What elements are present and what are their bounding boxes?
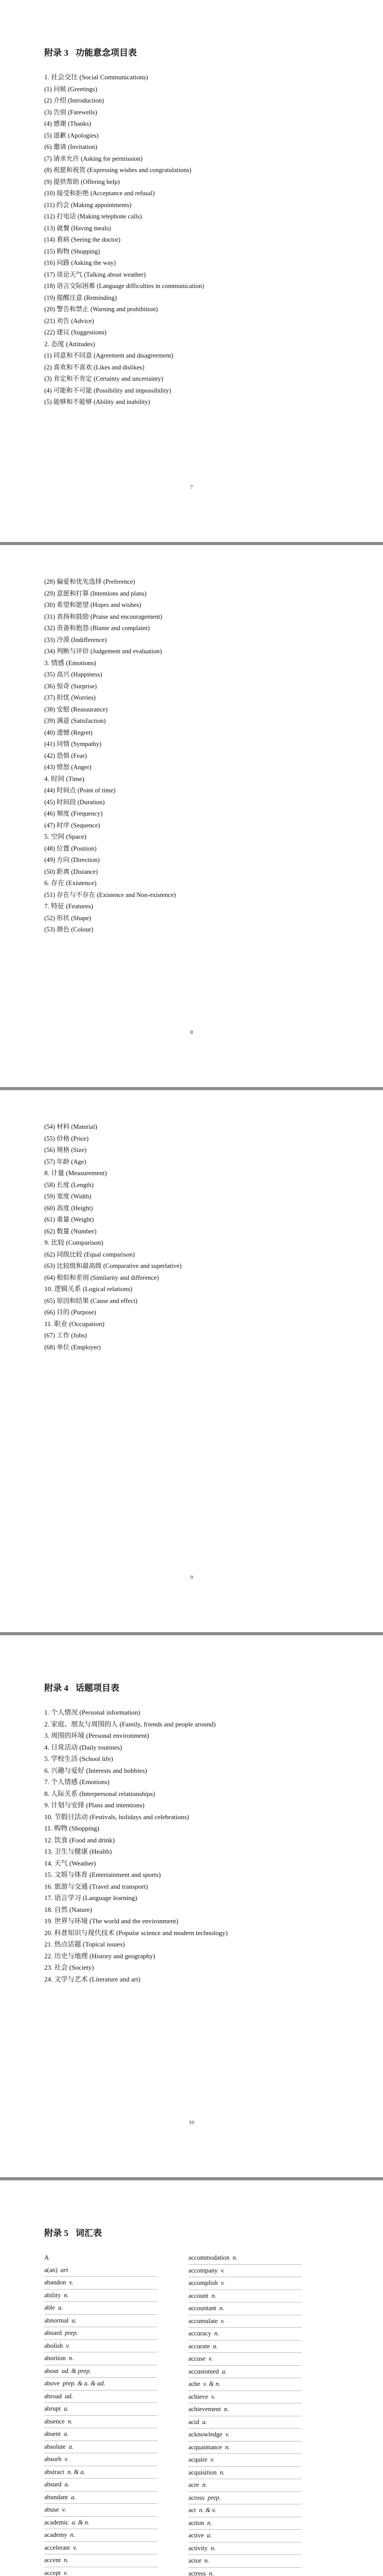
list-item: 4. 日常活动 (Daily routines)	[44, 1743, 122, 1751]
list-item: (3) 肯定和不肯定 (Certainty and uncertainty)	[44, 375, 164, 382]
vocabulary-entry	[188, 2403, 302, 2416]
list-item: 5. 空间 (Space)	[44, 833, 86, 840]
list-item: 18. 自然 (Nature)	[44, 1905, 92, 1913]
list-item: (4) 可能和不可能 (Possibility and impossibility)	[44, 386, 171, 394]
part-of-speech: n.	[219, 2304, 224, 2312]
list-item: (36) 惊奇 (Surprise)	[44, 682, 97, 690]
vocabulary-column-right	[188, 2252, 333, 2576]
vocabulary-word: activity	[188, 2544, 208, 2552]
part-of-speech: n.	[67, 2417, 73, 2425]
part-of-speech: v.	[211, 2393, 215, 2400]
list-item: (65) 原因和结果 (Cause and effect)	[44, 1297, 137, 1304]
page-number: 8	[190, 1029, 193, 1036]
list-item: (15) 购物 (Shopping)	[44, 247, 100, 255]
page-content	[44, 576, 352, 936]
vocabulary-entry	[188, 2454, 302, 2467]
list-item: 2. 态度 (Attitudes)	[44, 340, 95, 348]
list-item: (11) 约会 (Making appointments)	[44, 201, 132, 209]
vocabulary-entry	[188, 2555, 302, 2568]
vocabulary-entry	[188, 2341, 302, 2353]
function-list	[44, 576, 352, 936]
list-item: (58) 长度 (Length)	[44, 1181, 94, 1189]
list-item: 20. 科普知识与现代技术 (Popular science and modern technology)	[44, 1928, 228, 1937]
vocabulary-entry	[44, 2441, 158, 2454]
vocabulary-entry	[188, 2492, 302, 2505]
part-of-speech: n.	[202, 2481, 207, 2488]
vocabulary-word: account	[188, 2292, 208, 2299]
list-item: (48) 位置 (Position)	[44, 844, 97, 852]
vocabulary-word: above	[44, 2380, 60, 2387]
list-item: (64) 相似和差别 (Similarity and difference)	[44, 1274, 159, 1281]
list-item: (31) 表扬和鼓励 (Praise and encouragement)	[44, 613, 163, 620]
vocabulary-entry	[188, 2467, 302, 2480]
part-of-speech: n.	[225, 2443, 230, 2451]
list-item: 10. 节假日活动 (Festivals, holidays and celebrations)	[44, 1812, 189, 1821]
list-item: 8. 计量 (Measurement)	[44, 1169, 107, 1177]
list-item: (12) 打电话 (Making telephone calls)	[44, 213, 142, 220]
list-item: (61) 重量 (Weight)	[44, 1216, 94, 1223]
list-item: 24. 文学与艺术 (Literature and art)	[44, 1975, 141, 1983]
list-item: (66) 目的 (Purpose)	[44, 1309, 96, 1316]
part-of-speech: art	[60, 2266, 68, 2274]
list-item: (21) 劝告 (Advice)	[44, 317, 94, 325]
vocabulary-entry	[44, 2453, 158, 2466]
vocabulary-entry	[44, 2352, 158, 2365]
vocabulary-word: accept	[44, 2569, 61, 2576]
part-of-speech: v.	[73, 2544, 77, 2551]
list-item: (32) 责备和抱怨 (Blame and complaint)	[44, 624, 150, 632]
vocabulary-entry	[44, 2252, 158, 2264]
vocabulary-entry	[44, 2365, 158, 2378]
vocabulary-entry	[188, 2530, 302, 2543]
list-item: (5) 道歉 (Apologies)	[44, 131, 99, 139]
list-item: 7. 特征 (Features)	[44, 902, 93, 910]
list-item: (10) 接受和拒绝 (Acceptance and refusal)	[44, 190, 155, 197]
vocabulary-entry	[188, 2504, 302, 2517]
list-item: 6. 兴趣与爱好 (Interests and hobbies)	[44, 1766, 147, 1774]
vocabulary-word: abortion	[44, 2354, 66, 2362]
vocabulary-word: accumulate	[188, 2317, 218, 2325]
page-content	[44, 45, 352, 408]
list-item: 1. 个人情况 (Personal information)	[44, 1708, 141, 1716]
list-item: (46) 频度 (Frequency)	[44, 810, 103, 817]
page-content	[44, 1681, 352, 1985]
vocabulary-word: acknowledge	[188, 2431, 222, 2438]
vocabulary-entry	[188, 2328, 302, 2341]
list-item: (33) 冷漠 (Indifference)	[44, 636, 107, 643]
vocabulary-entry	[188, 2302, 302, 2315]
vocabulary-entry	[188, 2277, 302, 2290]
vocabulary-word: abstract	[44, 2468, 64, 2476]
list-item: 12. 饮食 (Food and drink)	[44, 1836, 115, 1844]
list-item: (19) 提醒注意 (Reminding)	[44, 294, 117, 301]
list-item: (38) 安慰 (Reassurance)	[44, 705, 108, 713]
vocabulary-word: accomplish	[188, 2279, 218, 2286]
list-item: 19. 世界与环境 (The world and the environment)	[44, 1917, 179, 1925]
list-item: 23. 社会 (Society)	[44, 1963, 94, 1971]
vocabulary-word: abroad	[44, 2392, 62, 2400]
document-page-3	[0, 1090, 383, 1632]
list-item: 1. 社会交往 (Social Communications)	[44, 73, 148, 81]
vocabulary-entry	[44, 2403, 158, 2416]
list-item: 16. 旅游与交通 (Travel and transport)	[44, 1882, 148, 1890]
list-item: (9) 提供帮助 (Offering help)	[44, 178, 120, 185]
vocabulary-word: accountant	[188, 2304, 217, 2312]
list-item: 14. 天气 (Weather)	[44, 1859, 96, 1867]
topic-list	[44, 1707, 352, 1985]
vocabulary-word: active	[188, 2532, 204, 2539]
vocabulary-entry	[188, 2290, 302, 2303]
vocabulary-word: accustomed	[188, 2367, 219, 2375]
function-list	[44, 1121, 352, 1353]
vocabulary-entry	[188, 2442, 302, 2454]
list-item: (53) 颜色 (Colour)	[44, 926, 94, 933]
list-item: (20) 警告和禁止 (Warning and prohibition)	[44, 306, 158, 313]
vocabulary-word: ability	[44, 2291, 61, 2299]
part-of-speech: n.	[207, 2519, 212, 2527]
list-item: (59) 宽度 (Width)	[44, 1193, 92, 1200]
part-of-speech: v.	[66, 2342, 70, 2349]
vocabulary-word: acquisition	[188, 2468, 217, 2476]
part-of-speech: v.	[220, 2266, 225, 2274]
part-of-speech: prep.	[207, 2494, 221, 2501]
part-of-speech: v.	[210, 2456, 215, 2463]
list-item: (1) 问候 (Greetings)	[44, 85, 97, 93]
list-item: (67) 工作 (Jobs)	[44, 1332, 87, 1339]
list-item: (30) 希望和愿望 (Hopes and wishes)	[44, 601, 142, 608]
appendix-number: 附录 5	[44, 2228, 68, 2238]
vocabulary-entry	[188, 2366, 302, 2379]
part-of-speech: n.	[63, 2556, 69, 2564]
list-item: (17) 谈论天气 (Talking about weather)	[44, 270, 146, 278]
vocabulary-entry	[44, 2479, 158, 2492]
vocabulary-entry	[188, 2315, 302, 2328]
vocabulary-word: accompany	[188, 2266, 218, 2274]
vocabulary-word: abrupt	[44, 2405, 61, 2412]
vocabulary-word: accurate	[188, 2342, 210, 2350]
vocabulary-entry	[44, 2542, 158, 2555]
list-item: 9. 计划与安排 (Plans and intentions)	[44, 1801, 145, 1809]
vocabulary-word: absolute	[44, 2443, 66, 2450]
vocabulary-word: abundant	[44, 2493, 68, 2501]
part-of-speech: v.	[64, 2455, 69, 2463]
list-item: 21. 热点话题 (Topical issues)	[44, 1940, 125, 1948]
part-of-speech: v.	[220, 2279, 225, 2286]
part-of-speech: n.	[209, 2569, 214, 2576]
vocabulary-word: A	[44, 2254, 49, 2261]
list-item: 15. 文娱与体育 (Entertainment and sports)	[44, 1871, 161, 1878]
document-page-1	[0, 0, 383, 542]
vocabulary-word: absorb	[44, 2455, 62, 2463]
document-page-2	[0, 545, 383, 1087]
vocabulary-list	[44, 2252, 188, 2576]
vocabulary-entry	[44, 2290, 158, 2302]
list-item: 4. 时间 (Time)	[44, 774, 84, 783]
list-item: 11. 职业 (Occupation)	[44, 1319, 105, 1328]
page-title	[44, 1681, 352, 1693]
list-item: (45) 时间段 (Duration)	[44, 798, 105, 806]
list-item: (4) 感谢 (Thanks)	[44, 120, 91, 127]
vocabulary-entry	[188, 2265, 302, 2278]
list-item: 3. 周围的环境 (Personal environment)	[44, 1732, 149, 1739]
part-of-speech: n.	[204, 2557, 210, 2564]
vocabulary-word: accelerate	[44, 2544, 70, 2551]
list-item: (22) 建议 (Suggestions)	[44, 329, 107, 336]
vocabulary-entry	[44, 2315, 158, 2328]
appendix-number: 附录 4	[44, 1683, 68, 1693]
part-of-speech: v. & n.	[203, 2380, 220, 2387]
list-item: (1) 同意和不同意 (Agreement and disagreement)	[44, 352, 173, 359]
list-item: (43) 愤怒 (Anger)	[44, 764, 92, 771]
list-item: (57) 年龄 (Age)	[44, 1158, 86, 1165]
vocabulary-entry	[44, 2416, 158, 2429]
list-item: (34) 判断与评价 (Judgement and evaluation)	[44, 648, 162, 655]
part-of-speech: n.	[68, 2354, 74, 2362]
list-item: (37) 担忧 (Worries)	[44, 694, 96, 701]
vocabulary-columns	[44, 2252, 352, 2576]
vocabulary-entry	[44, 2567, 158, 2576]
list-item: (42) 恐惧 (Fear)	[44, 752, 87, 759]
vocabulary-entry	[44, 2504, 158, 2517]
vocabulary-entry	[44, 2391, 158, 2403]
vocabulary-entry	[188, 2429, 302, 2442]
list-item: (3) 告别 (Farewells)	[44, 108, 97, 116]
page-content	[44, 2226, 352, 2576]
part-of-speech: a.	[213, 2342, 218, 2350]
list-item: 5. 学校生活 (School life)	[44, 1755, 113, 1762]
part-of-speech: ad.	[65, 2392, 73, 2400]
vocabulary-word: actress	[188, 2569, 206, 2576]
vocabulary-word: accuse	[188, 2355, 206, 2362]
vocabulary-entry	[188, 2543, 302, 2555]
vocabulary-entry	[44, 2517, 158, 2530]
part-of-speech: n.	[70, 2531, 75, 2538]
part-of-speech: a.	[202, 2418, 207, 2426]
list-item: (16) 问路 (Asking the way)	[44, 259, 116, 266]
list-item: (63) 比较级和最高级 (Comparative and superlative)	[44, 1262, 182, 1269]
part-of-speech: a.	[58, 2304, 63, 2311]
list-item: 11. 购物 (Shopping)	[44, 1824, 99, 1832]
vocabulary-entry	[188, 2252, 302, 2265]
part-of-speech: n.	[63, 2291, 69, 2299]
vocabulary-list	[188, 2252, 333, 2576]
list-item: 22. 历史与地理 (History and geography)	[44, 1952, 155, 1960]
part-of-speech: a.	[68, 2443, 74, 2450]
vocabulary-column-left	[44, 2252, 188, 2576]
list-item: 10. 逻辑关系 (Logical relations)	[44, 1285, 133, 1293]
vocabulary-entry	[188, 2517, 302, 2530]
list-item: (2) 介绍 (Introduction)	[44, 97, 104, 104]
vocabulary-word: acquaintance	[188, 2443, 222, 2451]
vocabulary-word: absence	[44, 2417, 65, 2425]
list-item: (56) 规格 (Size)	[44, 1146, 86, 1154]
list-item: 13. 卫生与健康 (Health)	[44, 1848, 112, 1855]
vocabulary-entry	[44, 2492, 158, 2504]
list-item: 7. 个人情感 (Emotions)	[44, 1778, 110, 1786]
vocabulary-word: aboard	[44, 2329, 62, 2336]
part-of-speech: a.	[63, 2405, 69, 2412]
page-content	[44, 1121, 352, 1353]
list-item: (47) 时序 (Sequence)	[44, 821, 100, 829]
part-of-speech: v.	[220, 2317, 225, 2325]
vocabulary-word: abolish	[44, 2342, 63, 2349]
part-of-speech: a.	[71, 2493, 76, 2501]
part-of-speech: v.	[225, 2431, 230, 2438]
vocabulary-entry	[188, 2353, 302, 2366]
appendix-title: 功能意念项目表	[75, 48, 137, 58]
vocabulary-word: absent	[44, 2430, 61, 2437]
part-of-speech: prep. & a. & ad.	[62, 2380, 106, 2387]
vocabulary-word: accommodation	[188, 2254, 230, 2261]
vocabulary-entry	[44, 2428, 158, 2441]
part-of-speech: ad. & prep.	[61, 2367, 91, 2375]
list-item: (49) 方向 (Direction)	[44, 856, 100, 863]
list-item: (40) 遗憾 (Regret)	[44, 728, 93, 736]
page-title	[44, 2226, 352, 2239]
part-of-speech: a.	[64, 2481, 69, 2488]
vocabulary-word: able	[44, 2304, 55, 2311]
part-of-speech: v.	[62, 2506, 66, 2513]
part-of-speech: n.	[232, 2254, 238, 2261]
list-item: (60) 高度 (Height)	[44, 1204, 93, 1212]
part-of-speech: v.	[69, 2279, 74, 2286]
part-of-speech: v.	[208, 2355, 213, 2362]
vocabulary-entry	[44, 2277, 158, 2290]
list-item: (29) 意愿和打算 (Intentions and plans)	[44, 589, 147, 597]
vocabulary-word: a(an)	[44, 2266, 58, 2274]
vocabulary-word: achievement	[188, 2405, 221, 2413]
part-of-speech: a.	[72, 2316, 77, 2324]
vocabulary-word: academic	[44, 2518, 69, 2526]
list-item: (13) 就餐 (Having meals)	[44, 224, 111, 232]
list-item: (28) 偏爱和优先选择 (Preference)	[44, 578, 135, 585]
vocabulary-word: actor	[188, 2557, 201, 2564]
part-of-speech: a. & n.	[72, 2518, 90, 2526]
vocabulary-entry	[44, 2302, 158, 2315]
list-item: (14) 看病 (Seeing the doctor)	[44, 236, 120, 243]
vocabulary-entry	[188, 2568, 302, 2576]
vocabulary-entry	[188, 2479, 302, 2492]
vocabulary-entry	[44, 2264, 158, 2277]
list-item: 2. 家庭、朋友与周围的人 (Family, friends and people around)	[44, 1720, 216, 1728]
vocabulary-word: accuracy	[188, 2330, 212, 2337]
vocabulary-entry	[44, 2340, 158, 2353]
vocabulary-word: acre	[188, 2481, 199, 2488]
list-item: 3. 情感 (Emotions)	[44, 658, 96, 667]
vocabulary-entry	[188, 2378, 302, 2391]
appendix-title: 词汇表	[75, 2228, 102, 2238]
list-item: (8) 祝愿和祝贺 (Expressing wishes and congratulations)	[44, 166, 192, 174]
vocabulary-word: absurd	[44, 2481, 62, 2488]
list-item: (39) 满意 (Satisfaction)	[44, 717, 106, 724]
vocabulary-word: acid	[188, 2418, 199, 2426]
document-page-5	[0, 2180, 383, 2576]
vocabulary-word: academy	[44, 2531, 67, 2538]
page-number: 10	[188, 2120, 195, 2126]
part-of-speech: n. & a.	[67, 2468, 85, 2476]
list-item: (51) 存在与不存在 (Existence and Non-existence)	[44, 891, 176, 899]
page-number: 9	[190, 1574, 193, 1581]
vocabulary-entry	[188, 2391, 302, 2404]
list-item: 9. 比较 (Comparison)	[44, 1239, 103, 1246]
vocabulary-word: action	[188, 2519, 204, 2527]
vocabulary-entry	[44, 2327, 158, 2340]
list-item: (44) 时间点 (Point of time)	[44, 787, 116, 794]
part-of-speech: n.	[224, 2405, 229, 2413]
list-item: 17. 语言学习 (Language learning)	[44, 1894, 137, 1902]
function-list	[44, 72, 352, 408]
vocabulary-word: about	[44, 2367, 59, 2375]
vocabulary-entry	[44, 2554, 158, 2567]
vocabulary-word: ache	[188, 2380, 200, 2387]
list-item: (62) 同级比较 (Equal comparison)	[44, 1250, 135, 1258]
vocabulary-word: act	[188, 2506, 196, 2514]
part-of-speech: v.	[63, 2569, 68, 2576]
list-item: (68) 单位 (Employer)	[44, 1343, 101, 1351]
list-item: 8. 人际关系 (Interpersonal relationships)	[44, 1789, 155, 1798]
vocabulary-word: abandon	[44, 2279, 66, 2286]
page-title	[44, 45, 352, 58]
document-page-4	[0, 1635, 383, 2177]
list-item: (62) 数量 (Number)	[44, 1227, 97, 1235]
vocabulary-word: achieve	[188, 2393, 208, 2400]
part-of-speech: n. & v.	[199, 2506, 216, 2514]
part-of-speech: n.	[211, 2292, 217, 2299]
appendix-number: 附录 3	[44, 48, 68, 58]
vocabulary-entry	[188, 2416, 302, 2429]
vocabulary-entry	[44, 2466, 158, 2479]
part-of-speech: a.	[63, 2430, 69, 2437]
appendix-title: 话题项目表	[75, 1683, 119, 1693]
part-of-speech: a.	[206, 2532, 212, 2539]
list-item: (2) 喜欢和不喜欢 (Likes and dislikes)	[44, 363, 145, 371]
list-item: 6. 存在 (Existence)	[44, 879, 97, 887]
part-of-speech: n.	[214, 2330, 219, 2337]
list-item: (35) 高兴 (Happiness)	[44, 671, 102, 678]
list-item: (6) 邀请 (Invitation)	[44, 143, 97, 150]
vocabulary-word: across	[188, 2494, 205, 2501]
vocabulary-word: accent	[44, 2556, 61, 2564]
list-item: (5) 能够和不能够 (Ability and inability)	[44, 398, 150, 405]
list-item: (7) 请求允许 (Asking for permission)	[44, 155, 143, 162]
page-number: 7	[190, 484, 193, 490]
vocabulary-entry	[44, 2529, 158, 2542]
list-item: (55) 价格 (Price)	[44, 1134, 89, 1142]
list-item: (50) 距离 (Distance)	[44, 868, 98, 875]
vocabulary-word: acquire	[188, 2456, 207, 2463]
list-item: (41) 同情 (Sympathy)	[44, 740, 102, 748]
part-of-speech: n.	[211, 2544, 216, 2552]
vocabulary-word: abuse	[44, 2506, 59, 2513]
part-of-speech: n.	[219, 2468, 225, 2476]
list-item: (52) 形状 (Shape)	[44, 914, 91, 922]
vocabulary-entry	[44, 2378, 158, 2391]
list-item: (54) 材料 (Material)	[44, 1123, 97, 1130]
part-of-speech: a.	[222, 2367, 227, 2375]
part-of-speech: prep.	[65, 2329, 78, 2336]
list-item: (18) 语言交际困难 (Language difficulties in communication)	[44, 282, 204, 290]
vocabulary-word: abnormal	[44, 2316, 69, 2324]
